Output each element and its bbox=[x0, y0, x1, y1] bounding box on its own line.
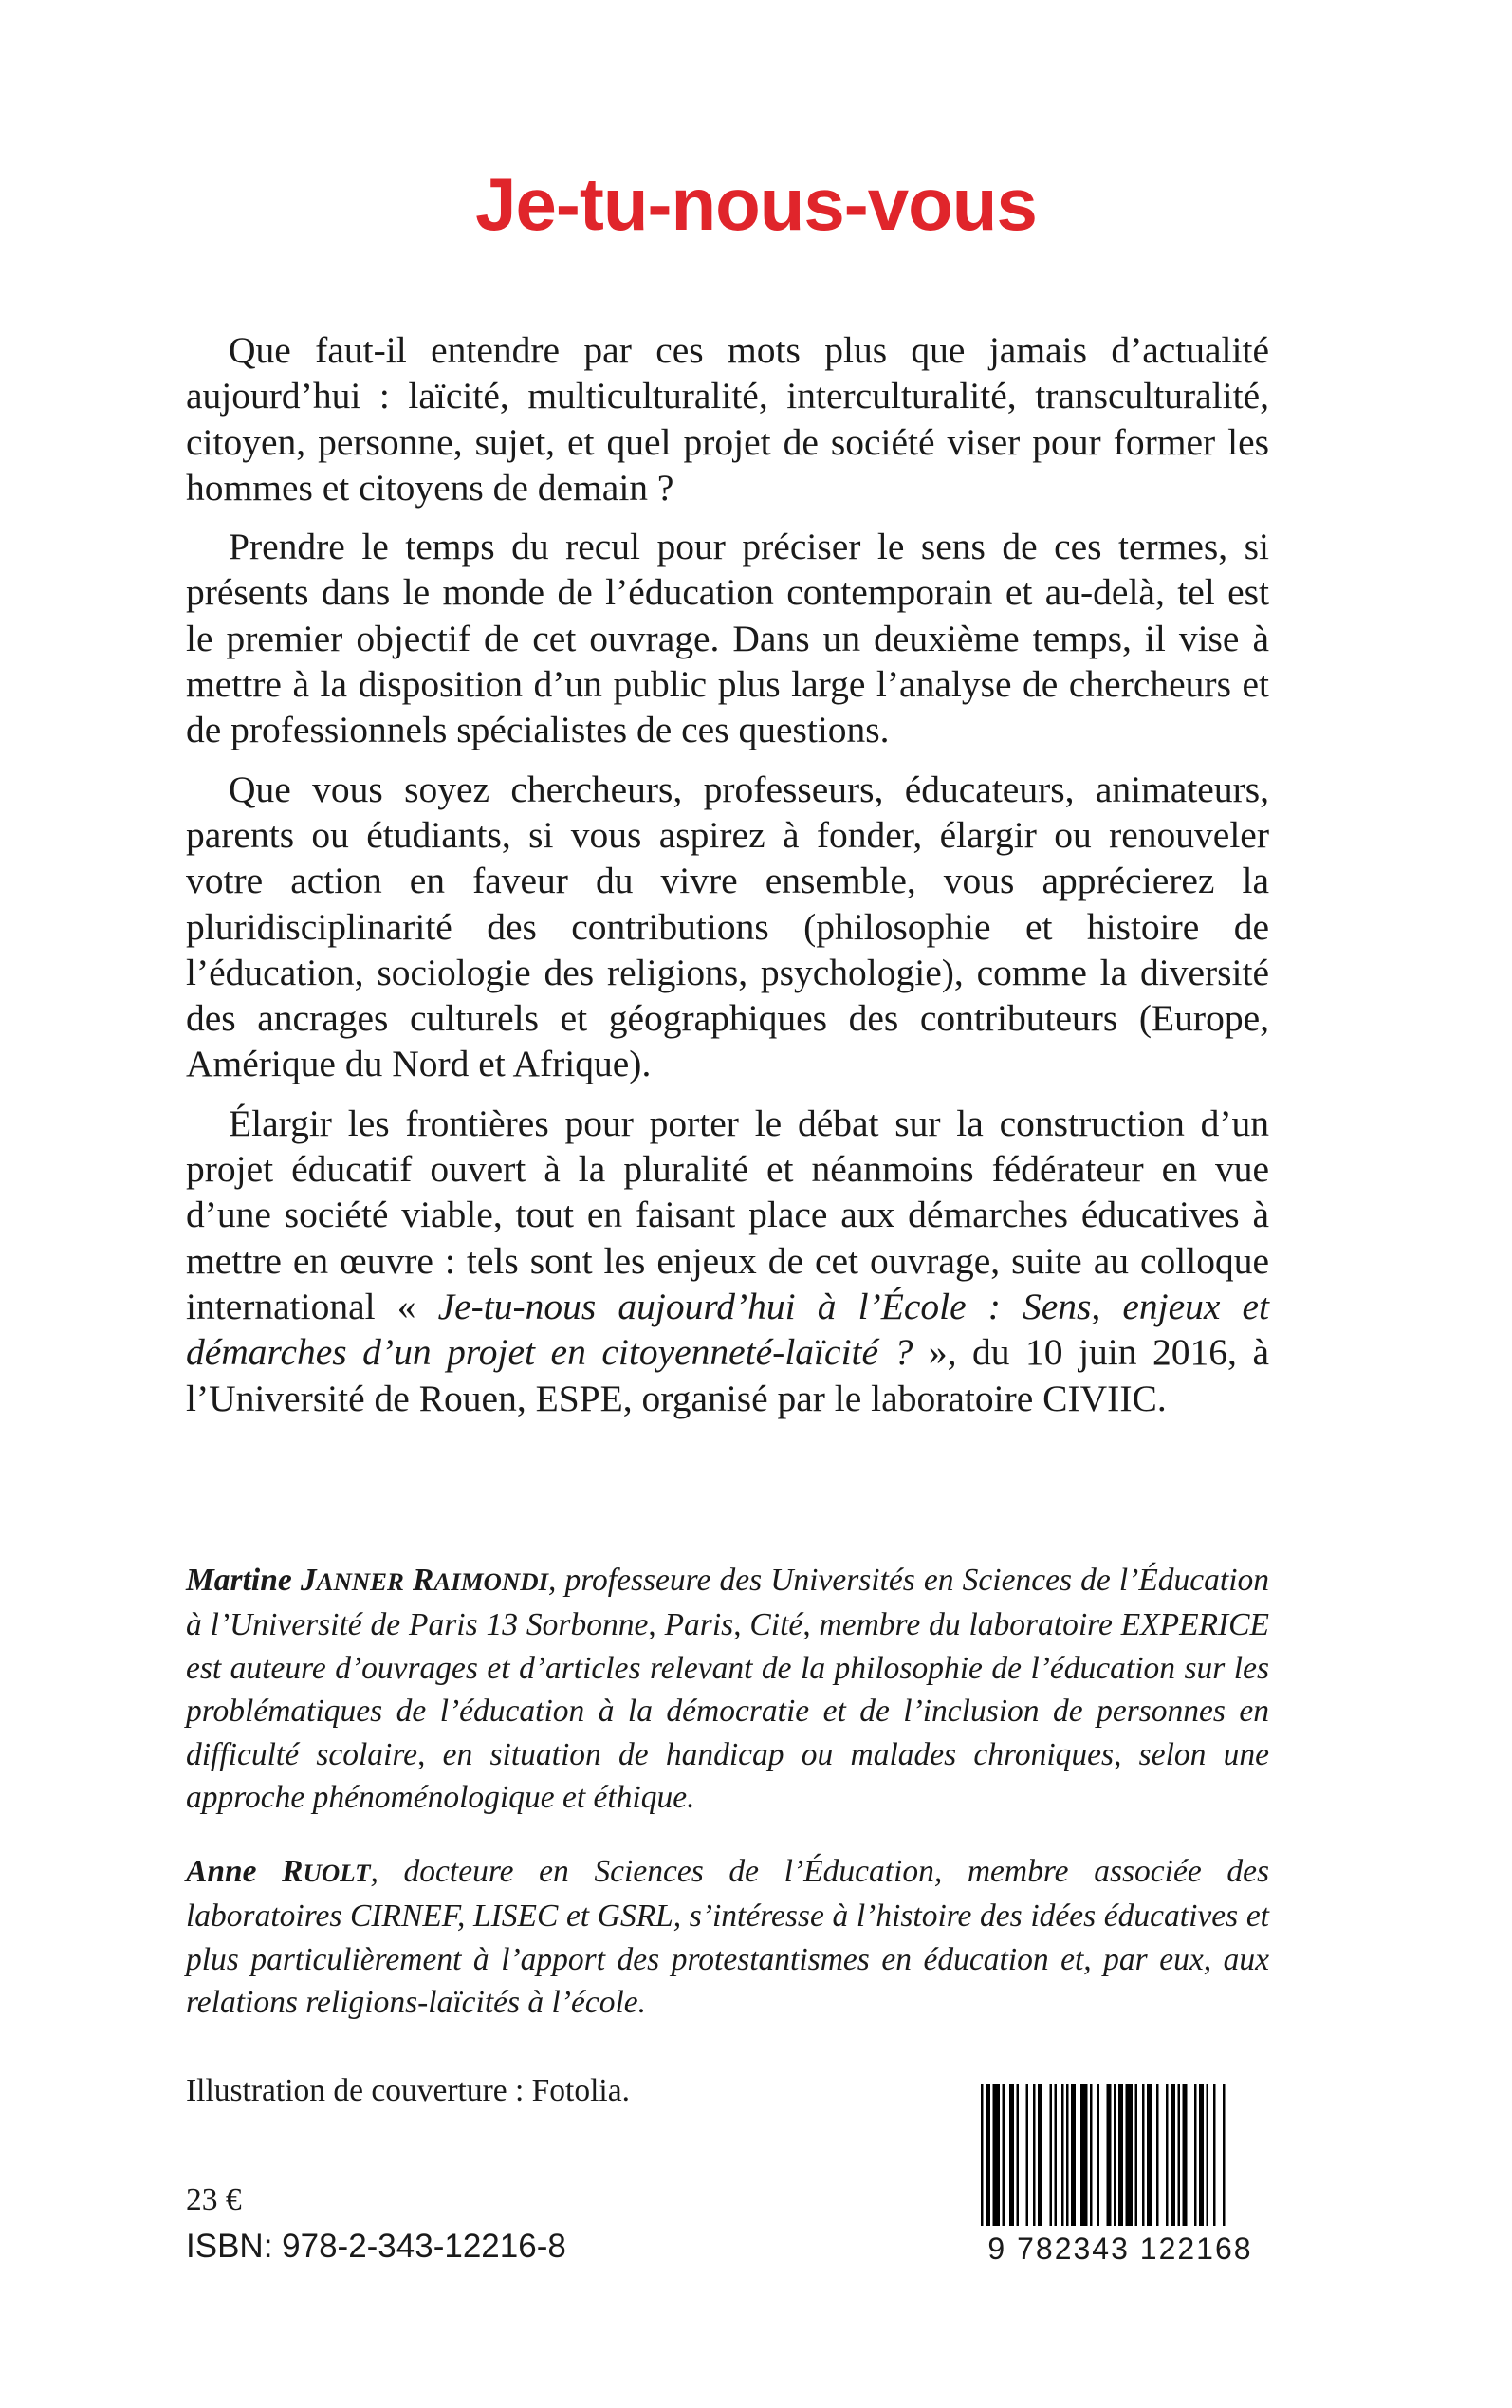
author-bio-1 bbox=[186, 1559, 1269, 1819]
blurb-paragraph-1: Que faut-il entendre par ces mots plus que jamais d’actualité aujourd’hui : laïcité, multiculturalité, interculturalité, transculturalité, citoyen, personne, sujet, et quel projet de société viser pour former les hommes et citoyens de demain ? bbox=[186, 329, 1269, 509]
author-2-description: , docteure en Sciences de l’Éducation, membre associée des laboratoires CIRNEF, LISEC et GSRL, s’intéresse à l’histoire des idées éducatives et plus particulièrement à l’apport des protestantismes en éducation et, par eux, aux relations religions-laïcités à l’école. bbox=[186, 1854, 1269, 2021]
barcode-bar bbox=[1135, 2084, 1138, 2226]
barcode-bar bbox=[1107, 2084, 1112, 2226]
barcode-bar bbox=[1183, 2084, 1188, 2226]
barcode-bar bbox=[1003, 2084, 1005, 2226]
author-2-name: Anne RUOLT bbox=[186, 1854, 371, 1889]
barcode-bar bbox=[1038, 2084, 1042, 2226]
barcode-bar bbox=[1026, 2084, 1029, 2226]
barcode-bar bbox=[1114, 2084, 1116, 2226]
barcode-bar bbox=[1055, 2084, 1058, 2226]
barcode-bar bbox=[1194, 2084, 1197, 2226]
barcode-bar bbox=[1118, 2084, 1123, 2226]
barcode-number: 9 782343 122168 bbox=[987, 2232, 1253, 2266]
price: 23 € bbox=[186, 2182, 242, 2217]
paragraph-4-end: », du 10 juin 2016, à l’Université de Rouen, ESPE, organisé par le laboratoire CIVIIC. bbox=[186, 1331, 1269, 1419]
blurb-paragraph-4 bbox=[186, 1101, 1269, 1421]
barcode-bar bbox=[981, 2084, 984, 2226]
barcode-bar bbox=[1050, 2084, 1053, 2226]
barcode-bar bbox=[1142, 2084, 1145, 2226]
barcode-bar bbox=[1156, 2084, 1159, 2226]
author-1-name: Martine JANNER RAIMONDI bbox=[186, 1563, 549, 1598]
barcode-bar bbox=[1017, 2084, 1020, 2226]
book-title: Je-tu-nous-vous bbox=[475, 162, 1037, 246]
author-1-description: , professeure des Universités en Sciences de l’Éducation à l’Université de Paris 13 Sorbonne, Paris, Cité, membre du laboratoire EXPERICE est auteure d’ouvrages et d’articles relevant de la philosophie de l’éducation sur les problématiques de l’éducation à la démocratie et de l’inclusion de personnes en difficulté scolaire, en situation de handicap ou malades chroniques, selon une approche phénoménologique et éthique. bbox=[186, 1563, 1270, 1816]
cover-credit: Illustration de couverture : Fotolia. bbox=[186, 2073, 630, 2108]
barcode-bar bbox=[1009, 2084, 1014, 2226]
barcode-bar bbox=[1097, 2084, 1100, 2226]
barcode-bar bbox=[1171, 2084, 1175, 2226]
blurb-paragraph-3: Que vous soyez chercheurs, professeurs, éducateurs, animateurs, parents ou étudiants, si vous aspirez à fonder, élargir ou renouveler votre action en faveur du vivre ensemble, vous apprécierez la pluridisciplinarité des contributions (philosophie et histoire de l’éducation, sociologie des religions, psychologie), comme la diversité des ancrages culturels et géographiques des contributeurs (Europe, Amérique du Nord et Afrique). bbox=[186, 768, 1269, 1085]
barcode-bar bbox=[1223, 2084, 1226, 2226]
barcode-bar bbox=[1126, 2084, 1134, 2226]
barcode-bar bbox=[1033, 2084, 1036, 2226]
paragraph-4-start: Élargir les frontières pour porter le débat sur la construction d’un projet éducatif ouvert à la pluralité et néanmoins fédérateur en vue d’une société viable, tout en faisant place aux démarches éducatives à mettre en œuvre : tels sont les enjeux de cet ouvrage, suite au colloque international « bbox=[186, 1102, 1269, 1327]
isbn: ISBN: 978-2-343-12216-8 bbox=[186, 2228, 566, 2265]
barcode-bar bbox=[1199, 2084, 1204, 2226]
barcode-bar bbox=[993, 2084, 1001, 2226]
barcode-bar bbox=[1066, 2084, 1069, 2226]
barcode-bar bbox=[1080, 2084, 1088, 2226]
barcode-bar bbox=[1213, 2084, 1216, 2226]
barcode-bar bbox=[1166, 2084, 1169, 2226]
barcode-bar bbox=[1090, 2084, 1093, 2226]
blurb bbox=[186, 327, 1269, 1435]
barcode-bars bbox=[968, 2084, 1273, 2226]
blurb-paragraph-2: Prendre le temps du recul pour préciser le sens de ces termes, si présents dans le monde de l’éducation contemporain et au-delà, tel est le premier objectif de cet ouvrage. Dans un deuxième temps, il vise à mettre à la disposition d’un public plus large l’analyse de chercheurs et de professionnels spécialistes de ces questions. bbox=[186, 526, 1269, 751]
colloquium-title: Je-tu-nous aujourd’hui à l’École : Sens, enjeux et démarches d’un projet en citoyenneté-laïcité ? bbox=[186, 1285, 1269, 1374]
barcode-bar bbox=[1207, 2084, 1209, 2226]
barcode-bar bbox=[1071, 2084, 1076, 2226]
barcode-bar bbox=[986, 2084, 990, 2226]
barcode-bar bbox=[1061, 2084, 1064, 2226]
barcode-bar bbox=[1147, 2084, 1152, 2226]
author-bio-2 bbox=[186, 1850, 1269, 2025]
barcode-bar bbox=[1178, 2084, 1181, 2226]
